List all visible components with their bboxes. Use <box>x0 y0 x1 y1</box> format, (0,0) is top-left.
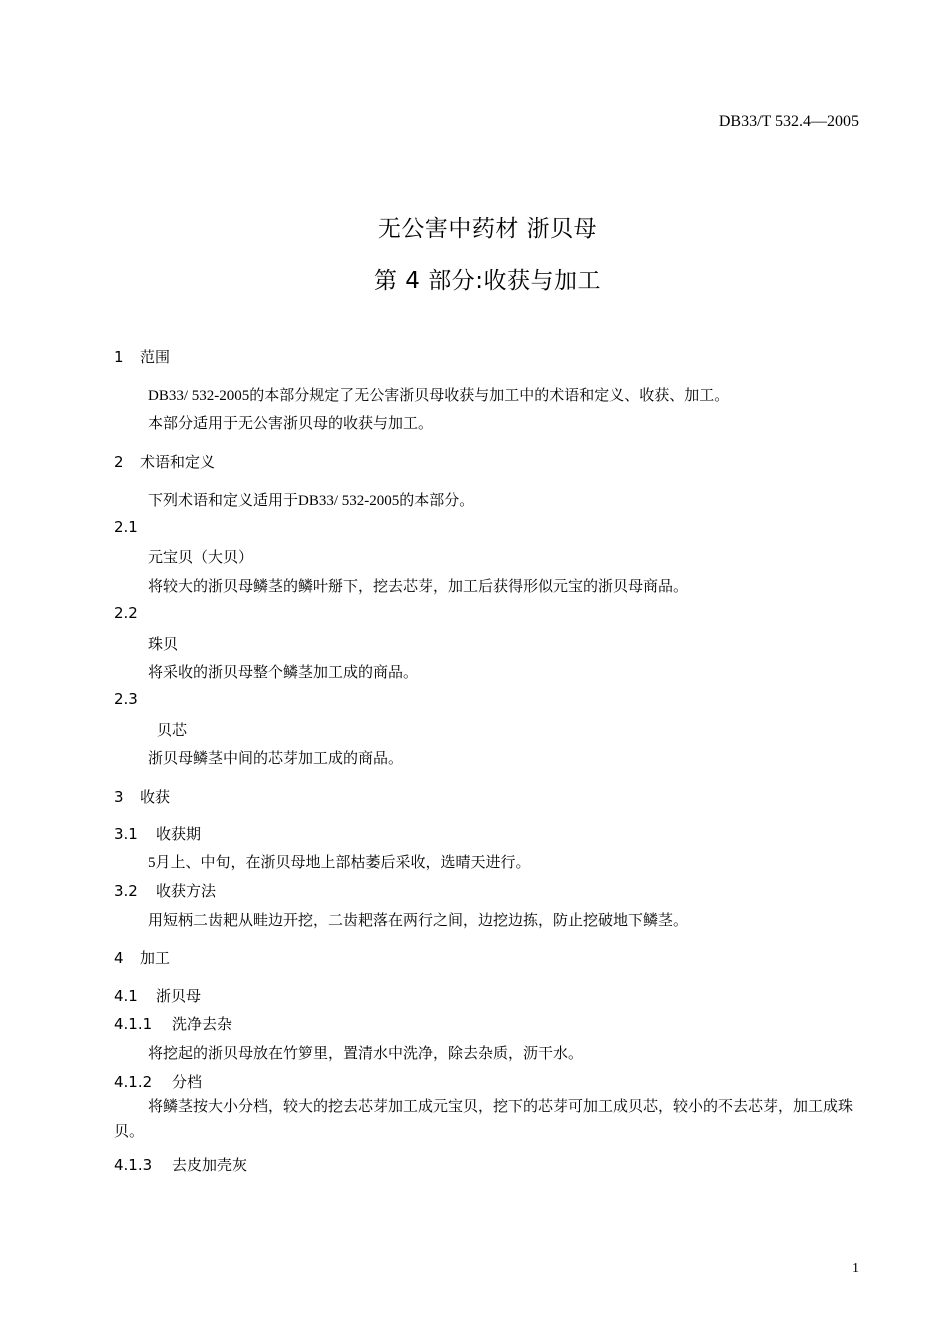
subsection-heading <box>114 880 216 901</box>
term-definition: 浙贝母鳞茎中间的芯芽加工成的商品。 <box>148 751 404 767</box>
subsection-number: 3.2 <box>114 882 138 900</box>
subsection-heading <box>114 985 201 1006</box>
section-number: 1 <box>114 348 124 366</box>
section-title: 收获 <box>140 788 171 806</box>
subsection-number: 3.1 <box>114 825 138 843</box>
paragraph: 本部分适用于无公害浙贝母的收获与加工。 <box>148 416 434 432</box>
section-title: 范围 <box>140 348 171 366</box>
paragraph: 下列术语和定义适用于DB33/ 532-2005的本部分。 <box>148 493 475 509</box>
paragraph: DB33/ 532-2005的本部分规定了无公害浙贝母收获与加工中的术语和定义、收获、加工。 <box>148 388 730 404</box>
document-title: 无公害中药材 浙贝母 <box>377 216 598 242</box>
section-2-heading <box>114 451 215 472</box>
subsection-title: 分档 <box>172 1073 203 1091</box>
paragraph: 将鳞茎按大小分档，较大的挖去芯芽加工成元宝贝，挖下的芯芽可加工成贝芯，较小的不去芯芽，加工成珠贝。 <box>114 1099 854 1140</box>
term-definition: 将较大的浙贝母鳞茎的鳞叶掰下，挖去芯芽，加工后获得形似元宝的浙贝母商品。 <box>148 579 689 595</box>
subsection-title: 浙贝母 <box>156 987 202 1005</box>
section-4-heading <box>114 947 170 968</box>
subsection-title: 洗净去杂 <box>172 1015 233 1033</box>
subsection-title: 去皮加壳灰 <box>172 1156 248 1174</box>
subsection-number: 4.1.2 <box>114 1073 153 1091</box>
term-name: 贝芯 <box>157 721 188 739</box>
term-number: 2.2 <box>114 604 138 622</box>
term-name: 珠贝 <box>148 635 179 653</box>
subsection-heading <box>114 823 201 844</box>
subsection-title: 收获方法 <box>156 882 217 900</box>
page-number: 1 <box>852 1261 859 1276</box>
subsection-heading <box>114 1071 202 1092</box>
subsection-heading <box>114 1013 232 1034</box>
subsection-number: 4.1 <box>114 987 138 1005</box>
section-number: 3 <box>114 788 124 806</box>
section-number: 2 <box>114 453 124 471</box>
section-3-heading <box>114 786 170 807</box>
document-subtitle: 第 4 部分:收获与加工 <box>373 268 601 294</box>
term-name: 元宝贝（大贝） <box>148 548 254 566</box>
document-number: DB33/T 532.4—2005 <box>718 113 859 130</box>
term-number: 2.1 <box>114 518 138 536</box>
subsection-number: 4.1.1 <box>114 1015 153 1033</box>
subsection-number: 4.1.3 <box>114 1156 153 1174</box>
section-title: 加工 <box>140 949 171 967</box>
section-1-heading <box>114 346 170 367</box>
term-definition: 将采收的浙贝母整个鳞茎加工成的商品。 <box>148 665 419 681</box>
paragraph: 用短柄二齿耙从畦边开挖，二齿耙落在两行之间，边挖边拣，防止挖破地下鳞茎。 <box>148 913 689 929</box>
paragraph: 将挖起的浙贝母放在竹箩里，置清水中洗净，除去杂质，沥干水。 <box>148 1046 584 1062</box>
paragraph: 5月上、中旬，在浙贝母地上部枯萎后采收，选晴天进行。 <box>148 855 531 871</box>
term-number: 2.3 <box>114 690 138 708</box>
subsection-title: 收获期 <box>156 825 202 843</box>
section-title: 术语和定义 <box>140 453 216 471</box>
subsection-heading <box>114 1154 247 1175</box>
section-number: 4 <box>114 949 124 967</box>
